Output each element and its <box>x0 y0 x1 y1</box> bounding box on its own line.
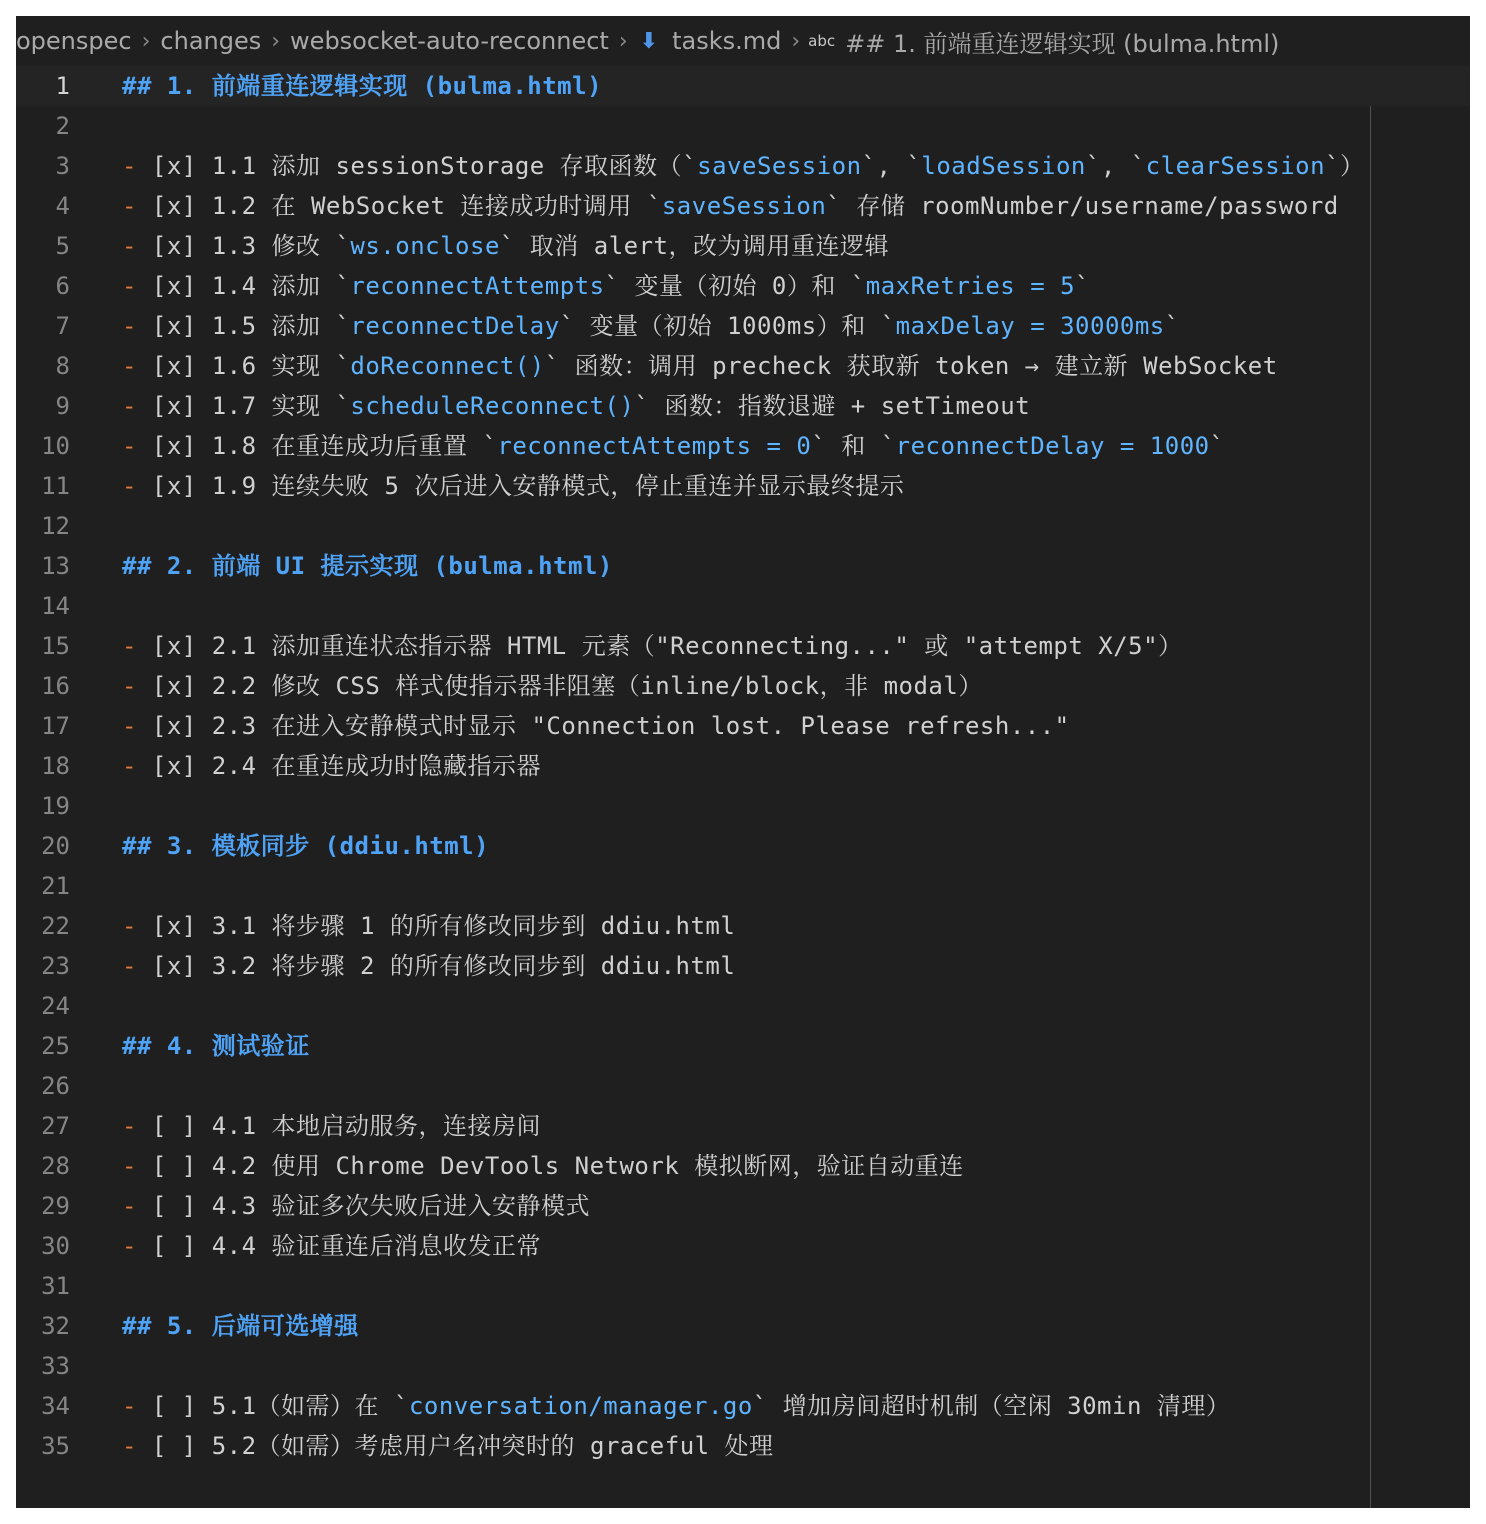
line-text: 和 <box>826 432 881 460</box>
line-number: 9 <box>55 392 70 420</box>
inline-code: doReconnect() <box>350 352 545 380</box>
list-marker: - <box>122 1432 137 1460</box>
inline-code: ws.onclose <box>350 232 500 260</box>
line-number: 21 <box>41 872 70 900</box>
code-line[interactable] <box>16 226 1470 266</box>
line-text: 函数：调用 precheck 获取新 token → 建立新 WebSocket <box>559 352 1278 380</box>
list-marker: - <box>122 312 137 340</box>
line-content <box>122 1106 541 1146</box>
code-line[interactable] <box>16 586 1470 626</box>
list-marker: - <box>122 472 137 500</box>
line-text: [x] 3.2 将步骤 2 的所有修改同步到 ddiu.html <box>136 952 736 980</box>
line-number: 24 <box>41 992 70 1020</box>
line-number: 33 <box>41 1352 70 1380</box>
code-line[interactable] <box>16 1266 1470 1306</box>
markdown-heading: ## 5. 后端可选增强 <box>122 1312 359 1340</box>
chevron-right-icon: › <box>791 28 801 54</box>
code-line[interactable] <box>16 346 1470 386</box>
code-line[interactable] <box>16 1386 1470 1426</box>
code-backtick: ` <box>604 272 620 300</box>
code-line[interactable] <box>16 706 1470 746</box>
line-text: [x] 1.8 在重连成功后重置 <box>136 432 483 460</box>
list-marker: - <box>122 952 137 980</box>
line-content <box>122 346 1278 386</box>
code-line[interactable] <box>16 1066 1470 1106</box>
code-backtick: ` <box>906 152 922 180</box>
line-content <box>122 1426 774 1466</box>
line-text: [ ] 5.2（如需）考虑用户名冲突时的 graceful 处理 <box>136 1432 774 1460</box>
line-text: [ ] 5.1（如需）在 <box>136 1392 394 1420</box>
line-content <box>122 66 602 106</box>
code-line[interactable] <box>16 66 1470 106</box>
code-backtick: ` <box>634 392 650 420</box>
code-line[interactable] <box>16 146 1470 186</box>
line-number: 26 <box>41 1072 70 1100</box>
code-backtick: ` <box>335 392 351 420</box>
line-content <box>122 266 1090 306</box>
line-number: 3 <box>55 152 70 180</box>
inline-code: reconnectAttempts = 0 <box>497 432 812 460</box>
line-content <box>122 226 889 266</box>
list-marker: - <box>122 392 137 420</box>
code-line[interactable] <box>16 386 1470 426</box>
line-content <box>122 306 1180 346</box>
line-content <box>122 1146 964 1186</box>
code-backtick: ` <box>826 192 842 220</box>
line-number: 30 <box>41 1232 70 1260</box>
list-marker: - <box>122 632 137 660</box>
list-marker: - <box>122 1232 137 1260</box>
line-content <box>122 906 735 946</box>
line-content <box>122 146 1365 186</box>
markdown-heading: ## 2. 前端 UI 提示实现 (bulma.html) <box>122 552 613 580</box>
line-content <box>122 746 541 786</box>
code-backtick: ` <box>335 312 351 340</box>
inline-code: reconnectDelay <box>350 312 560 340</box>
code-editor[interactable] <box>16 66 1470 1508</box>
line-content <box>122 186 1339 226</box>
line-content <box>122 626 1183 666</box>
list-marker: - <box>122 352 137 380</box>
code-backtick: ` <box>1209 432 1225 460</box>
code-backtick: ` <box>1325 152 1341 180</box>
line-number: 2 <box>55 112 70 140</box>
inline-code: clearSession <box>1145 152 1326 180</box>
breadcrumb <box>16 16 1470 66</box>
inline-code: scheduleReconnect() <box>350 392 635 420</box>
line-content <box>122 386 1030 426</box>
line-number: 22 <box>41 912 70 940</box>
code-line[interactable] <box>16 1186 1470 1226</box>
line-number: 10 <box>41 432 70 460</box>
code-line[interactable] <box>16 306 1470 346</box>
chevron-right-icon: › <box>271 28 281 54</box>
code-line[interactable] <box>16 906 1470 946</box>
line-number: 27 <box>41 1112 70 1140</box>
inline-code: conversation/manager.go <box>408 1392 753 1420</box>
line-text: [ ] 4.4 验证重连后消息收发正常 <box>136 1232 541 1260</box>
line-text: , <box>876 152 907 180</box>
breadcrumb-item-change-folder[interactable]: websocket-auto-reconnect <box>290 27 609 55</box>
list-marker: - <box>122 1152 137 1180</box>
code-line[interactable] <box>16 1146 1470 1186</box>
breadcrumb-item-openspec[interactable]: openspec <box>16 27 132 55</box>
line-text: [x] 2.3 在进入安静模式时显示 "Connection lost. Please refresh..." <box>136 712 1070 740</box>
line-content <box>122 1386 1230 1426</box>
code-line[interactable] <box>16 546 1470 586</box>
line-number: 34 <box>41 1392 70 1420</box>
line-number: 25 <box>41 1032 70 1060</box>
list-marker: - <box>122 272 137 300</box>
line-number: 23 <box>41 952 70 980</box>
line-text: 变量（初始 1000ms）和 <box>574 312 881 340</box>
breadcrumb-item-file[interactable]: tasks.md <box>672 27 782 55</box>
line-number: 28 <box>41 1152 70 1180</box>
markdown-download-icon: ⬇ <box>639 28 659 54</box>
code-backtick: ` <box>752 1392 768 1420</box>
list-marker: - <box>122 1192 137 1220</box>
list-marker: - <box>122 752 137 780</box>
code-backtick: ` <box>1085 152 1101 180</box>
line-text: [x] 2.1 添加重连状态指示器 HTML 元素（"Reconnecting..." 或 "attempt X/5"） <box>136 632 1183 660</box>
line-text: [x] 3.1 将步骤 1 的所有修改同步到 ddiu.html <box>136 912 736 940</box>
line-content <box>122 666 983 706</box>
line-number: 17 <box>41 712 70 740</box>
code-backtick: ` <box>499 232 515 260</box>
line-number: 12 <box>41 512 70 540</box>
inline-code: maxDelay = 30000ms <box>895 312 1165 340</box>
code-line[interactable] <box>16 186 1470 226</box>
code-backtick: ` <box>861 152 877 180</box>
editor-window <box>16 16 1470 1508</box>
code-backtick: ` <box>880 312 896 340</box>
code-line[interactable] <box>16 746 1470 786</box>
line-text: [x] 2.4 在重连成功时隐藏指示器 <box>136 752 541 780</box>
inline-code: saveSession <box>697 152 862 180</box>
line-text: [x] 1.5 添加 <box>136 312 336 340</box>
line-text: [x] 1.4 添加 <box>136 272 336 300</box>
code-line[interactable] <box>16 506 1470 546</box>
list-marker: - <box>122 152 137 180</box>
line-text: [x] 1.3 修改 <box>136 232 336 260</box>
line-number: 4 <box>55 192 70 220</box>
line-number: 15 <box>41 632 70 660</box>
line-text: 增加房间超时机制（空闲 30min 清理） <box>767 1392 1231 1420</box>
code-line[interactable] <box>16 626 1470 666</box>
line-number: 1 <box>55 72 70 100</box>
code-backtick: ` <box>335 232 351 260</box>
line-number: 16 <box>41 672 70 700</box>
line-text: [ ] 4.1 本地启动服务，连接房间 <box>136 1112 541 1140</box>
code-backtick: ` <box>1075 272 1090 300</box>
line-number: 14 <box>41 592 70 620</box>
code-line[interactable] <box>16 666 1470 706</box>
line-number: 29 <box>41 1192 70 1220</box>
list-marker: - <box>122 672 137 700</box>
line-content <box>122 1226 541 1266</box>
line-number: 35 <box>41 1432 70 1460</box>
code-backtick: ` <box>880 432 896 460</box>
code-line[interactable] <box>16 1106 1470 1146</box>
markdown-heading: ## 1. 前端重连逻辑实现 (bulma.html) <box>122 72 603 100</box>
line-content <box>122 1186 590 1226</box>
line-text: 函数：指数退避 + setTimeout <box>649 392 1031 420</box>
code-backtick: ` <box>482 432 498 460</box>
line-number: 18 <box>41 752 70 780</box>
code-line[interactable] <box>16 426 1470 466</box>
code-line[interactable] <box>16 1226 1470 1266</box>
code-line[interactable] <box>16 986 1470 1026</box>
line-number: 11 <box>41 472 70 500</box>
line-text: [ ] 4.2 使用 Chrome DevTools Network 模拟断网，验证自动重连 <box>136 1152 964 1180</box>
markdown-heading: ## 3. 模板同步 (ddiu.html) <box>122 832 490 860</box>
code-line[interactable] <box>16 866 1470 906</box>
list-marker: - <box>122 712 137 740</box>
line-text: [x] 1.6 实现 <box>136 352 336 380</box>
code-backtick: ` <box>682 152 698 180</box>
inline-code: saveSession <box>661 192 827 220</box>
code-backtick: ` <box>335 272 351 300</box>
abc-string-icon: abc <box>808 32 836 50</box>
code-line[interactable] <box>16 106 1470 146</box>
chevron-right-icon: › <box>618 28 628 54</box>
line-text: , <box>1100 152 1131 180</box>
list-marker: - <box>122 1112 137 1140</box>
code-backtick: ` <box>335 352 351 380</box>
breadcrumb-item-changes[interactable]: changes <box>160 27 262 55</box>
line-text: ） <box>1340 152 1365 180</box>
line-number: 13 <box>41 552 70 580</box>
code-line[interactable] <box>16 1426 1470 1466</box>
code-line[interactable] <box>16 266 1470 306</box>
line-content <box>122 466 904 506</box>
line-content <box>122 946 735 986</box>
code-backtick: ` <box>544 352 560 380</box>
code-line[interactable] <box>16 826 1470 866</box>
inline-code: reconnectDelay = 1000 <box>895 432 1210 460</box>
list-marker: - <box>122 192 137 220</box>
inline-code: loadSession <box>921 152 1086 180</box>
markdown-heading: ## 4. 测试验证 <box>122 1032 310 1060</box>
code-backtick: ` <box>559 312 575 340</box>
code-line[interactable] <box>16 1026 1470 1066</box>
list-marker: - <box>122 912 137 940</box>
line-text: [x] 1.1 添加 sessionStorage 存取函数（ <box>136 152 683 180</box>
line-number: 5 <box>55 232 70 260</box>
line-text: [x] 1.9 连续失败 5 次后进入安静模式，停止重连并显示最终提示 <box>136 472 905 500</box>
code-line[interactable] <box>16 1306 1470 1346</box>
line-number: 19 <box>41 792 70 820</box>
code-line[interactable] <box>16 466 1470 506</box>
line-number: 8 <box>55 352 70 380</box>
line-content <box>122 1306 359 1346</box>
list-marker: - <box>122 432 137 460</box>
line-content <box>122 826 489 866</box>
list-marker: - <box>122 232 137 260</box>
line-text: 取消 alert，改为调用重连逻辑 <box>514 232 890 260</box>
code-backtick: ` <box>1130 152 1146 180</box>
line-number: 7 <box>55 312 70 340</box>
code-backtick: ` <box>850 272 866 300</box>
code-line[interactable] <box>16 946 1470 986</box>
line-number: 6 <box>55 272 70 300</box>
line-content <box>122 1026 310 1066</box>
line-number: 32 <box>41 1312 70 1340</box>
line-content <box>122 546 613 586</box>
line-text: [x] 1.7 实现 <box>136 392 336 420</box>
line-text: 变量（初始 0）和 <box>619 272 851 300</box>
code-backtick: ` <box>646 192 662 220</box>
breadcrumb-item-symbol[interactable]: ## 1. 前端重连逻辑实现 (bulma.html) <box>845 29 1280 58</box>
line-number: 20 <box>41 832 70 860</box>
inline-code: maxRetries = 5 <box>865 272 1076 300</box>
line-text: [ ] 4.3 验证多次失败后进入安静模式 <box>136 1192 590 1220</box>
line-text: [x] 2.2 修改 CSS 样式使指示器非阻塞（inline/block，非 modal） <box>136 672 983 700</box>
line-content <box>122 706 1070 746</box>
code-backtick: ` <box>1164 312 1180 340</box>
code-line[interactable] <box>16 786 1470 826</box>
line-content <box>122 426 1225 466</box>
list-marker: - <box>122 1392 137 1420</box>
inline-code: reconnectAttempts <box>350 272 605 300</box>
code-backtick: ` <box>811 432 827 460</box>
code-line[interactable] <box>16 1346 1470 1386</box>
line-text: [x] 1.2 在 WebSocket 连接成功时调用 <box>136 192 647 220</box>
chevron-right-icon: › <box>141 28 151 54</box>
code-backtick: ` <box>394 1392 409 1420</box>
line-text: 存储 roomNumber/username/password <box>841 192 1339 220</box>
line-number: 31 <box>41 1272 70 1300</box>
